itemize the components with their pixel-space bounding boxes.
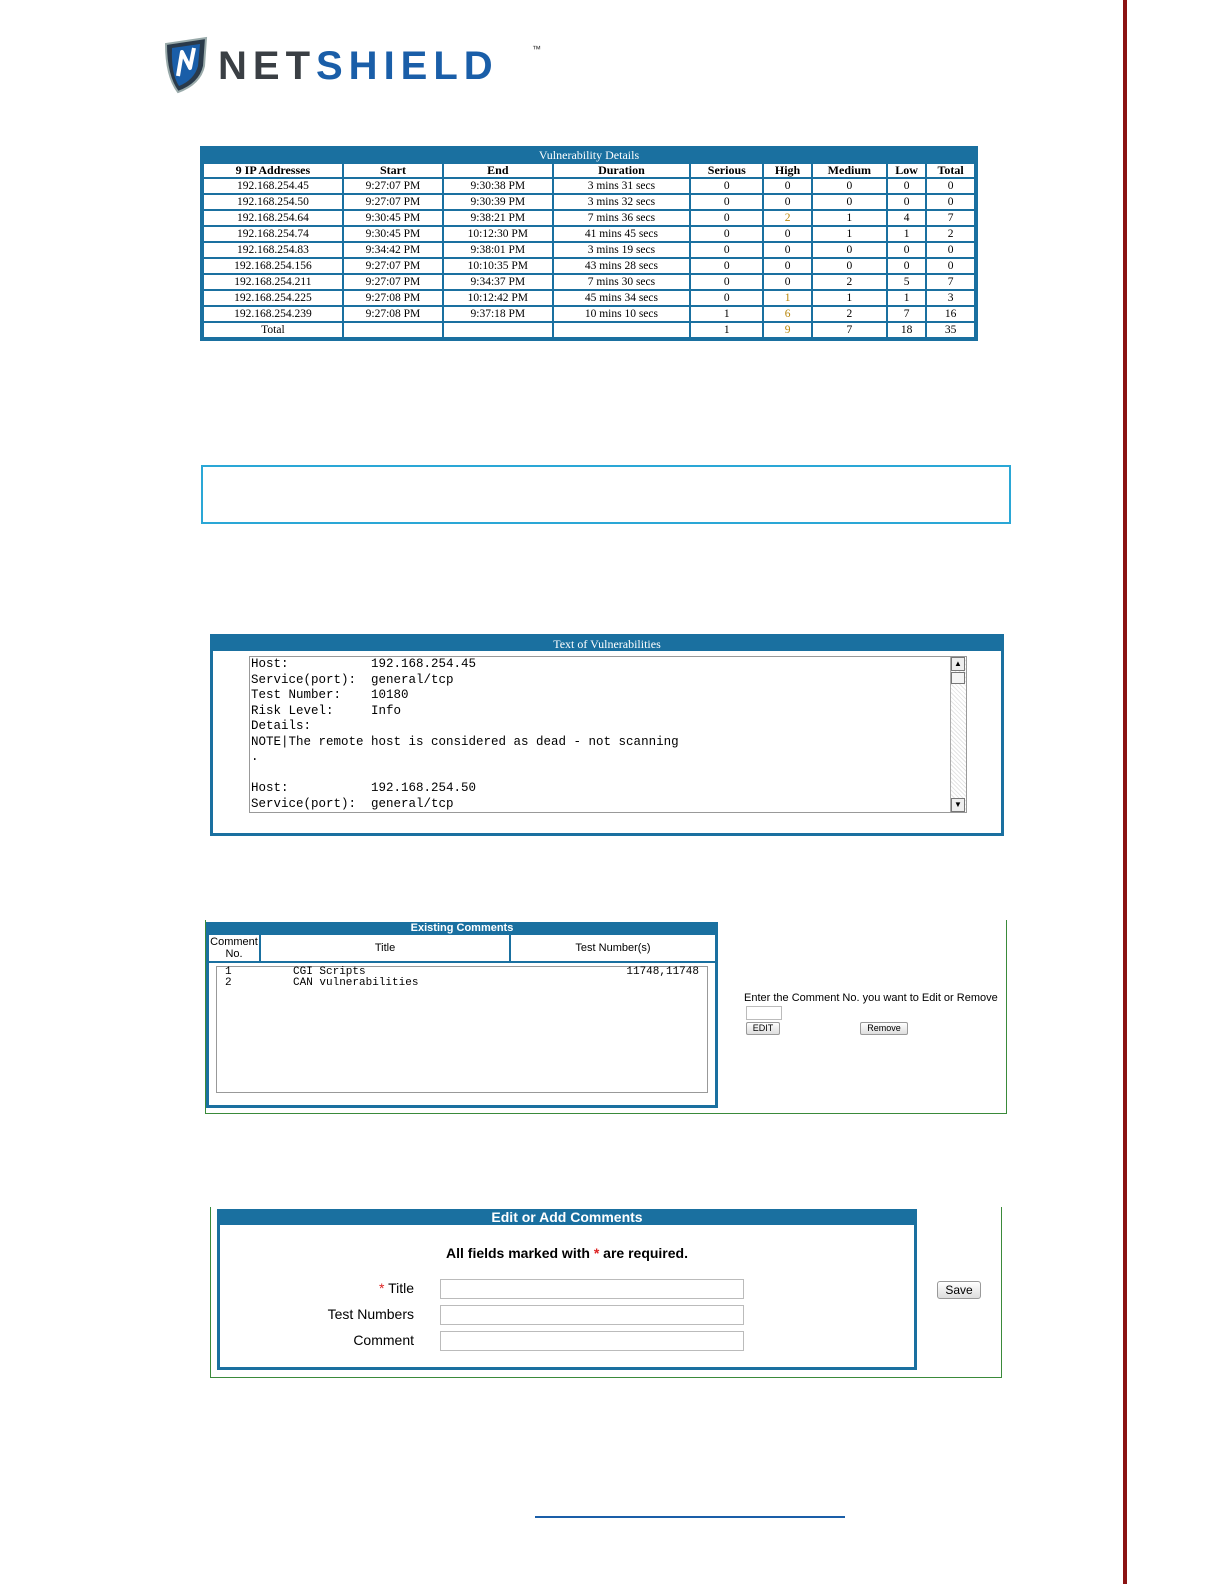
table-cell: 192.168.254.45 [204,179,342,193]
table-cell: 10:12:42 PM [444,291,551,305]
vulnerability-details-table [202,162,976,339]
table-cell: 35 [927,323,974,337]
table-cell: 7 [813,323,886,337]
table-cell: 0 [927,179,974,193]
edit-button[interactable]: EDIT [746,1022,780,1035]
column-title: Title [261,935,511,961]
save-button[interactable]: Save [937,1281,981,1299]
test-numbers-input[interactable] [440,1305,744,1325]
table-cell: 192.168.254.156 [204,259,342,273]
table-cell: 9:30:45 PM [344,227,442,241]
table-cell: 0 [927,195,974,209]
table-row [204,259,974,273]
table-cell: 0 [691,243,762,257]
table-cell: 0 [764,227,811,241]
table-cell: 0 [813,179,886,193]
table-row [204,211,974,225]
table-cell: 3 mins 32 secs [554,195,690,209]
table-cell: 1 [813,227,886,241]
table-row [204,243,974,257]
column-header: Duration [554,164,690,177]
table-cell: 0 [764,259,811,273]
edit-prompt: Enter the Comment No. you want to Edit or Remove [744,992,998,1004]
comment-label: Comment [353,1332,414,1348]
table-cell: 2 [813,275,886,289]
table-header-row [204,164,974,177]
table-cell: 9:30:45 PM [344,211,442,225]
table-cell: 10 mins 10 secs [554,307,690,321]
table-cell: 18 [888,323,925,337]
table-cell: 1 [691,307,762,321]
comment-row[interactable] [217,978,707,989]
column-header: Total [927,164,974,177]
text-of-vulnerabilities-panel [210,634,1004,836]
column-header: High [764,164,811,177]
table-cell: 9:34:42 PM [344,243,442,257]
existing-comments-list[interactable] [216,966,708,1093]
title-input[interactable] [440,1279,744,1299]
table-cell: 1 [888,291,925,305]
column-header: Serious [691,164,762,177]
column-test-numbers: Test Number(s) [575,942,651,954]
table-cell: 9:34:37 PM [444,275,551,289]
table-cell: 2 [813,307,886,321]
vulnerabilities-text: Host: 192.168.254.45 Service(port): general/tcp Test Number: 10180 Risk Level: Info Details: NOTE|The remote host is considered as dead - not scanning . Host: 192.168.254.50 Service(port): general/tcp [251,657,679,811]
table-cell: 0 [888,195,925,209]
table-cell: 192.168.254.83 [204,243,342,257]
table-cell: 192.168.254.225 [204,291,342,305]
scroll-thumb[interactable] [951,672,965,684]
table-cell: 0 [691,275,762,289]
column-header: Medium [813,164,886,177]
table-cell: 2 [764,211,811,225]
column-header: 9 IP Addresses [204,164,342,177]
edit-add-comments-panel [217,1209,917,1370]
table-cell: Total [204,323,342,337]
page-edge-rule [1123,0,1127,1584]
table-cell: 9:37:18 PM [444,307,551,321]
table-cell [444,323,551,337]
existing-comments-panel [206,922,718,1108]
comment-no: 1 [225,966,232,978]
existing-comments-title: Existing Comments [209,922,715,935]
table-total-row [204,323,974,337]
table-cell: 9:27:07 PM [344,195,442,209]
trademark-mark: ™ [532,44,541,54]
required-note-text: All fields marked with [446,1245,594,1261]
table-cell: 0 [691,259,762,273]
edit-add-comments-frame [210,1207,1002,1378]
table-cell: 1 [813,291,886,305]
vertical-scrollbar[interactable] [950,657,966,812]
comment-no-input[interactable] [746,1006,782,1020]
table-cell: 192.168.254.64 [204,211,342,225]
table-cell: 41 mins 45 secs [554,227,690,241]
title-required-star: * [378,1280,385,1296]
comment-input[interactable] [440,1331,744,1351]
edit-remove-area [744,992,998,1033]
table-row [204,195,974,209]
table-cell: 3 mins 31 secs [554,179,690,193]
table-cell: 1 [888,227,925,241]
remove-button[interactable]: Remove [860,1022,908,1035]
comment-title: CAN vulnerabilities [293,977,419,989]
edit-add-comments-title: Edit or Add Comments [220,1209,914,1225]
scroll-down-icon[interactable]: ▼ [951,798,965,812]
table-cell: 7 [927,275,974,289]
table-row [204,291,974,305]
comment-no: 2 [225,977,232,989]
required-fields-note [220,1245,914,1261]
table-cell: 5 [888,275,925,289]
table-cell: 192.168.254.239 [204,307,342,321]
table-cell: 7 [888,307,925,321]
table-cell: 9:27:08 PM [344,291,442,305]
table-cell: 0 [813,243,886,257]
table-cell: 0 [813,195,886,209]
table-cell: 192.168.254.50 [204,195,342,209]
table-cell: 9 [764,323,811,337]
table-cell [554,323,690,337]
table-cell: 9:27:07 PM [344,259,442,273]
table-cell: 3 mins 19 secs [554,243,690,257]
table-cell: 7 [927,211,974,225]
brand-wordmark [218,40,499,92]
table-cell [344,323,442,337]
table-cell: 1 [764,291,811,305]
empty-content-box [201,465,1011,524]
table-cell: 192.168.254.211 [204,275,342,289]
table-cell: 0 [691,195,762,209]
required-note-suffix: are required. [599,1245,688,1261]
table-cell: 0 [764,243,811,257]
table-cell: 43 mins 28 secs [554,259,690,273]
comment-tests: 11748,11748 [626,966,699,978]
table-cell: 4 [888,211,925,225]
table-cell: 0 [888,179,925,193]
table-cell: 9:38:01 PM [444,243,551,257]
table-cell: 9:38:21 PM [444,211,551,225]
table-row [204,227,974,241]
table-cell: 0 [764,179,811,193]
scroll-up-icon[interactable]: ▲ [951,657,965,671]
vulnerability-details-title: Vulnerability Details [202,148,976,162]
title-label-text: Title [388,1280,414,1296]
table-cell: 9:27:08 PM [344,307,442,321]
table-cell: 0 [691,179,762,193]
table-cell: 2 [927,227,974,241]
required-star: * [593,1245,600,1261]
table-cell: 9:27:07 PM [344,275,442,289]
table-cell: 0 [927,259,974,273]
brand-net: NET [218,44,316,88]
comment-tests [583,978,707,989]
test-numbers-label: Test Numbers [327,1306,414,1322]
table-row [204,307,974,321]
table-cell: 10:12:30 PM [444,227,551,241]
netshield-logo [160,36,550,98]
table-cell: 16 [927,307,974,321]
existing-comments-frame [205,920,1007,1114]
footer-link-underline[interactable] [535,1516,845,1518]
table-cell: 9:30:39 PM [444,195,551,209]
text-of-vulnerabilities-title: Text of Vulnerabilities [213,637,1001,651]
table-cell: 0 [888,243,925,257]
table-row [204,179,974,193]
table-cell: 0 [691,227,762,241]
table-cell: 7 mins 36 secs [554,211,690,225]
column-header: Start [344,164,442,177]
table-cell: 9:30:38 PM [444,179,551,193]
column-header: End [444,164,551,177]
table-cell: 9:27:07 PM [344,179,442,193]
table-cell: 3 [927,291,974,305]
table-cell: 0 [691,211,762,225]
table-cell: 0 [764,275,811,289]
vulnerability-details-panel [200,146,978,341]
shield-icon [160,36,212,94]
title-label [379,1280,414,1296]
column-header: Low [888,164,925,177]
table-cell: 7 mins 30 secs [554,275,690,289]
vulnerabilities-textarea[interactable] [249,656,967,813]
table-cell: 0 [764,195,811,209]
table-cell: 1 [691,323,762,337]
table-cell: 192.168.254.74 [204,227,342,241]
table-cell: 10:10:35 PM [444,259,551,273]
table-cell: 45 mins 34 secs [554,291,690,305]
table-cell: 0 [691,291,762,305]
comment-title: CGI Scripts [293,966,366,978]
table-cell: 6 [764,307,811,321]
column-comment-no: Comment No. [209,935,261,961]
existing-comments-header [209,935,715,963]
table-cell: 0 [813,259,886,273]
brand-shield: SHIELD [316,44,499,88]
table-cell: 1 [813,211,886,225]
comment-row[interactable] [217,967,707,978]
table-cell: 0 [927,243,974,257]
table-cell: 0 [888,259,925,273]
table-row [204,275,974,289]
